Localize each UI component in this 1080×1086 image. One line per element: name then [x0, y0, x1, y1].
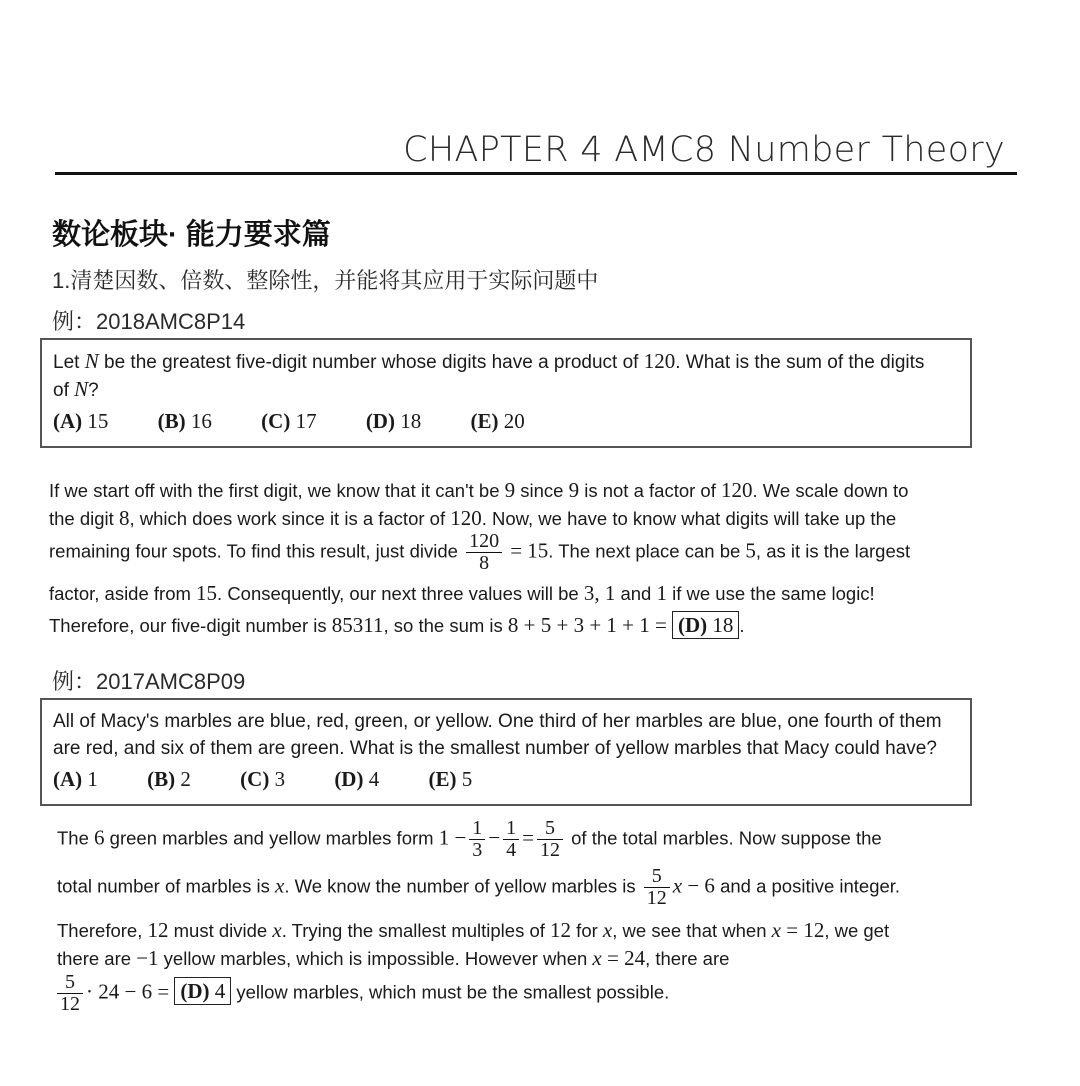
fraction: $\frac{1}{3}$	[469, 818, 485, 861]
solution-line: Therefore, 12 must divide x. Trying the smallest multiples of 12 for x, we see that when x = 12, we get	[57, 918, 890, 942]
answer-choices	[53, 766, 958, 793]
choice-a: (A) 15	[53, 409, 109, 433]
problem-text: All of Macy's marbles are blue, red, green, or yellow. One third of her marbles are blue, one fourth of them are red, and six of them are green. What is the smallest number of yellow marbles that Macy could have?	[53, 711, 942, 759]
answer-box: (D) 18	[672, 611, 739, 639]
solution-line: If we start off with the first digit, we know that it can't be 9 since 9 is not a factor of 120. We scale down to	[49, 478, 909, 502]
solution-line: the digit 8, which does work since it is a factor of 120. Now, we have to know what digits will take up the	[49, 506, 897, 530]
choice-c: (C) 3	[240, 767, 286, 791]
choice-b: (B) 16	[157, 409, 212, 433]
example-label: 例：2018AMC8P14	[52, 309, 246, 334]
solution-line: remaining four spots. To find this result, just divide $\frac{120}{8}$ = 15. The next place can be 5, as it is the largest	[49, 530, 911, 574]
solution-line: total number of marbles is x. We know the number of yellow marbles is $\frac{5}{12}$ x − 6 and a positive integer.	[57, 865, 901, 909]
solution-line: The 6 green marbles and yellow marbles form 1 − $\frac{1}{3}$ − $\frac{1}{4}$ = $\frac{5}{12}$ of the total marbles. Now suppose the	[57, 817, 882, 861]
example-label: 例：2017AMC8P09	[52, 669, 246, 694]
choice-e: (E) 5	[428, 767, 473, 791]
fraction: $\frac{120}{8}$	[466, 531, 502, 574]
solution-line: Therefore, our five-digit number is 85311, so the sum is 8 + 5 + 3 + 1 + 1 = (D) 18 .	[49, 613, 745, 637]
choice-e: (E) 20	[470, 409, 525, 433]
fraction: $\frac{5}{12}$	[644, 866, 670, 909]
fraction: $\frac{5}{12}$	[537, 818, 563, 861]
answer-box: (D) 4	[174, 977, 231, 1005]
choice-b: (B) 2	[147, 767, 191, 791]
choice-d: (D) 4	[334, 767, 380, 791]
choice-c: (C) 17	[261, 409, 317, 433]
answer-choices	[53, 408, 958, 435]
solution-line: $\frac{5}{12}$ · 24 − 6 = (D) 4 yellow marbles, which must be the smallest possible.	[54, 972, 669, 1015]
requirement-text: 1.清楚因数、倍数、整除性，并能将其应用于实际问题中	[52, 268, 599, 293]
solution-line: factor, aside from 15. Consequently, our next three values will be 3, 1 and 1 if we use the same logic!	[49, 581, 875, 605]
section-title: 数论板块· 能力要求篇	[52, 219, 331, 251]
fraction: $\frac{1}{4}$	[503, 818, 519, 861]
problem-text: Let N be the greatest five-digit number whose digits have a product of 120. What is the sum of the digits of N?	[53, 349, 925, 401]
choice-a: (A) 1	[53, 767, 98, 791]
chapter-title: CHAPTER 4 AMC8 Number Theory	[403, 130, 1005, 170]
solution-line: there are −1 yellow marbles, which is impossible. However when x = 24, there are	[57, 946, 730, 970]
problem-box	[40, 698, 972, 806]
choice-d: (D) 18	[365, 409, 422, 433]
problem-box	[40, 338, 972, 448]
fraction: $\frac{5}{12}$	[57, 972, 83, 1015]
chapter-divider	[55, 172, 1017, 175]
